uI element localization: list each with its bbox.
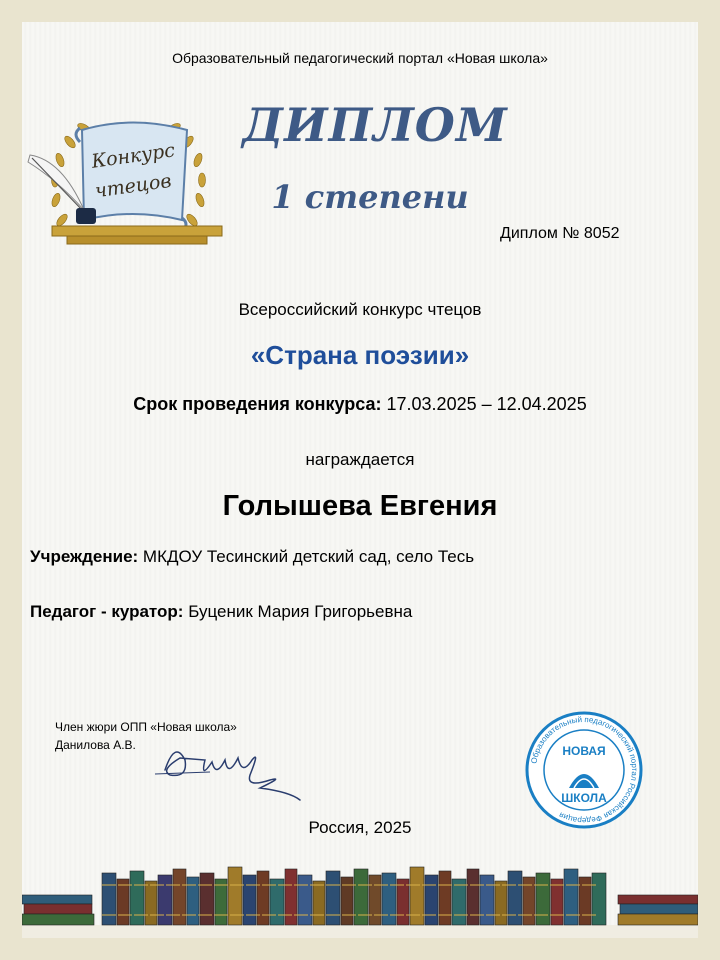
jury-title: Член жюри ОПП «Новая школа» [55, 720, 237, 734]
contest-emblem-icon [22, 100, 232, 260]
diploma-degree: 1 степени [271, 178, 469, 216]
signature-icon [150, 730, 310, 805]
period-label: Срок проведения конкурса: [133, 394, 382, 414]
portal-title: Образовательный педагогический портал «Новая школа» [172, 50, 548, 66]
seal-icon [524, 710, 644, 830]
books-decoration [22, 855, 698, 938]
teacher [30, 602, 412, 622]
emblem-text-line2: чтецов [93, 169, 173, 203]
competition-period [0, 394, 720, 415]
diploma-title: ДИПЛОМ [242, 98, 508, 152]
diploma-number: Диплом № 8052 [500, 225, 620, 242]
institution-label: Учреждение: [30, 547, 139, 566]
competition-name: «Страна поэзии» [250, 340, 470, 370]
seal-ring-text: Образовательный педагогический портал Российская Федерация [529, 714, 640, 826]
emblem-text-line1: Конкурс [90, 139, 177, 173]
period-value: 17.03.2025 – 12.04.2025 [381, 394, 587, 414]
seal-bottom-word: ШКОЛА [561, 791, 607, 805]
teacher-value: Буценик Мария Григорьевна [183, 602, 413, 621]
place-year: Россия, 2025 [308, 818, 412, 837]
awarded-text: награждается [305, 450, 415, 469]
jury-name: Данилова А.В. [55, 738, 136, 752]
seal-top-word: НОВАЯ [562, 744, 606, 758]
institution [30, 547, 474, 567]
competition-type: Всероссийский конкурс чтецов [238, 300, 482, 319]
institution-value: МКДОУ Тесинский детский сад, село Тесь [138, 547, 475, 566]
winner-name: Голышева Евгения [222, 490, 498, 522]
teacher-label: Педагог - куратор: [30, 602, 184, 621]
